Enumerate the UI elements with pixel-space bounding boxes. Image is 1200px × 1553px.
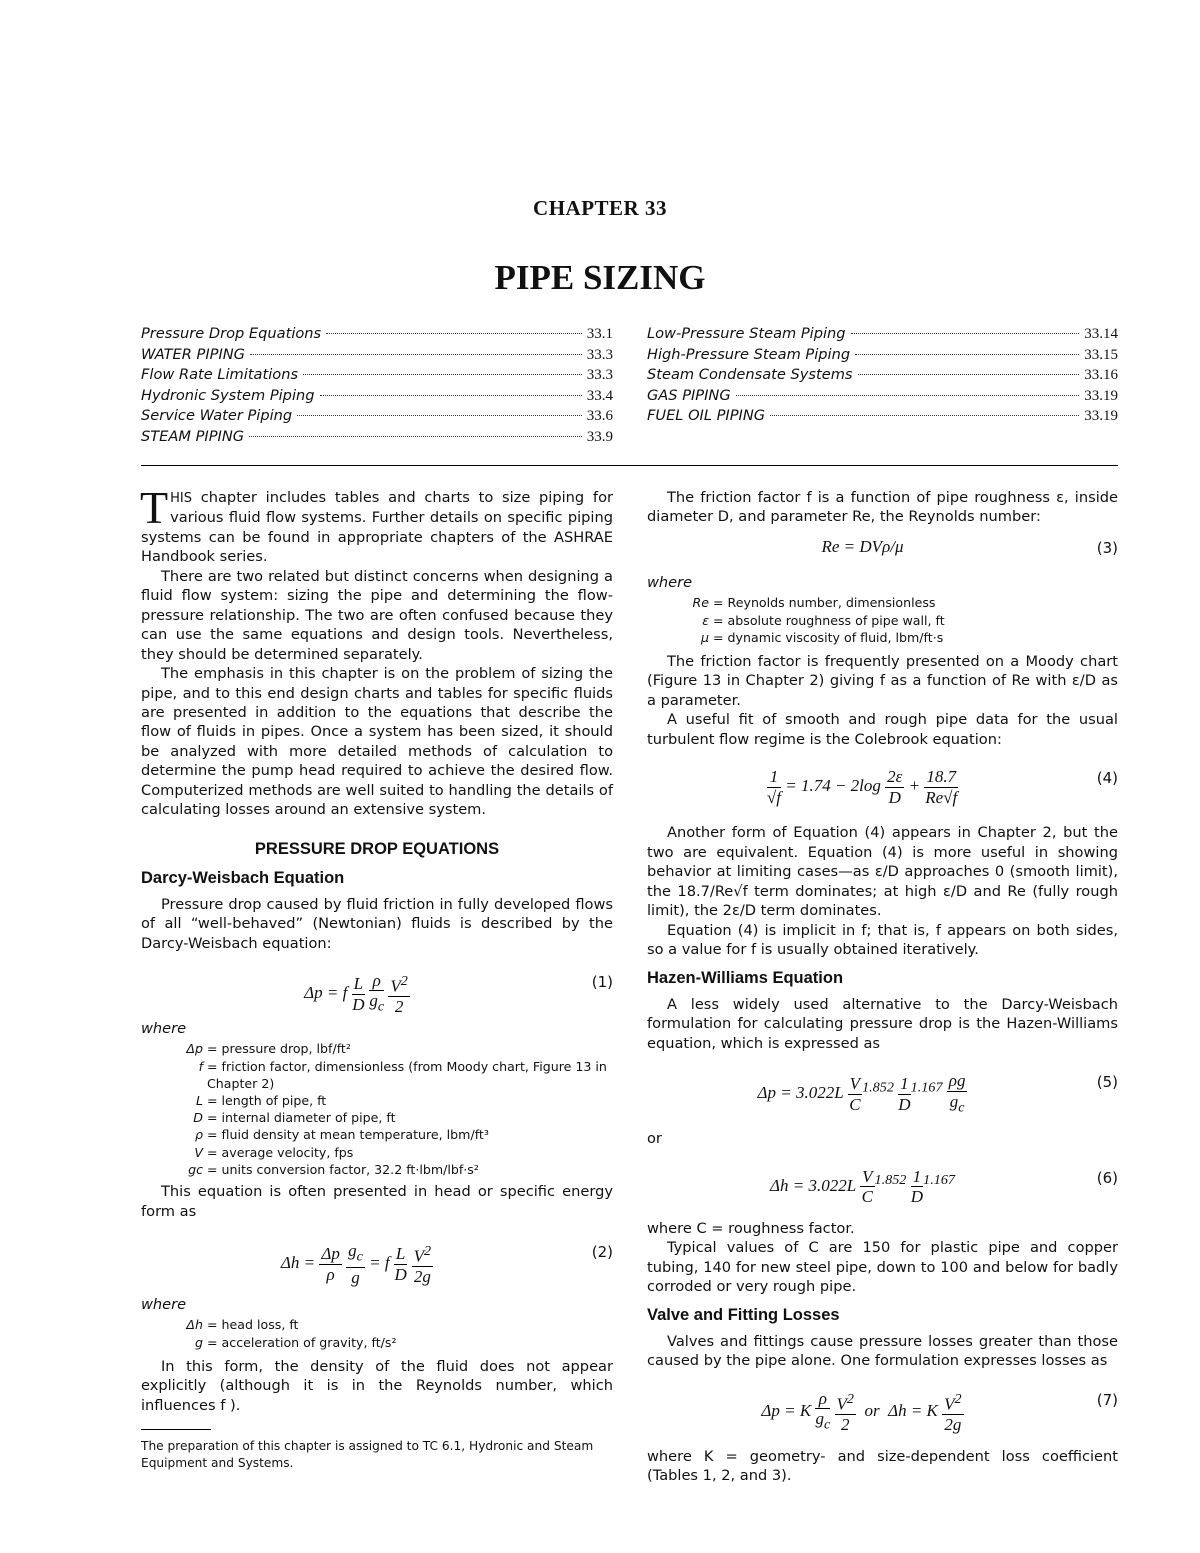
left-column: THIS chapter includes tables and charts to size piping for various fluid flow systems. Further details on specific piping systems can be found in appropriate chapters of the ASHRAE Handbook series. There are two related but distinct concerns when designing a fluid flow system: sizing the pipe and determining the flow-pressure relationship. The two are often confused because they can use the same equations and design tools. Nevertheless, they should be determined separately. The emphasis in this chapter is on the problem of sizing the pipe, and to this end design charts and tables for specific fluids are presented in addition to the equations that describe the flow of fluids in pipes. Once a system has been sized, it should be analyzed with more detailed methods of calculation to determine the pump head required to achieve the desired flow. Computerized methods are well suited to handling the details of calculating losses around an extensive system. PRESSURE DROP EQUATIONS Darcy-Weisbach Equation Pressure drop caused by fluid friction in fully developed flows of all “well-behaved” (Newtonian) fluids is described by the Darcy-Weisbach equation: Δp = f $\frac{L}{D}$ $\frac{\rho}{g_c}$ $\frac{V^2}{2}$ (1) where Δp = pressure drop, lbf/ft² f = friction factor, dimensionless (from Moody chart, Figure 13 in Chapter 2) L = length of pipe, ft D = internal diameter of pipe, ft ρ = fluid density at mean temperature, lbm/ft³ V = average velocity, fps gc = units conversion factor, 32.2 ft·lbm/lbf·s² This equation is often presented in head or specific energy form as Δh = $\frac{\Delta p}{\rho}$ $\frac{g_c}{g}$ = f $\frac{L}{D}$ $\frac{V^2}{2g}$ (2) where Δh = head loss, ft g = acceleration of gravity, ft/s² In this form, the density of the fluid does not appear explicitly (although it is in the Reynolds number, which influences f ). The preparation of this chapter is assigned to TC 6.1, Hydronic and Steam Equipment and Systems. bbox=[140, 482, 613, 1471]
toc-entry-label: Hydronic System Piping bbox=[141, 386, 315, 404]
definition-row bbox=[141, 1109, 613, 1126]
toc-right bbox=[647, 324, 1118, 427]
definition-symbol: ε bbox=[702, 612, 709, 628]
paragraph: The emphasis in this chapter is on the problem of sizing the pipe, and to this end design charts and tables for specific fluids are presented in addition to the equations that describe the flow of fluids in pipes. Once a system has been sized, it should be analyzed with more detailed methods of calculation to determine the pump head required to achieve the desired flow. Computerized methods are well suited to handling the details of calculating losses around an extensive system. bbox=[141, 665, 613, 819]
toc-entry-page: 33.19 bbox=[1084, 408, 1118, 424]
equation-7: Δp = K $\frac{\rho}{g_c}$ $\frac{V^2}{2}$ or Δh = K $\frac{V^2}{2g}$ (7) bbox=[761, 1388, 1118, 1434]
toc-entry-label: STEAM PIPING bbox=[141, 427, 245, 445]
equation-5: Δp = 3.022L $\frac{V}{C}$ $^{1.852}$ $\frac{1}{D}$ $^{1.167}$ $\frac{\rho g}{g_c}$ (5) bbox=[757, 1071, 1118, 1116]
toc-leader-dots bbox=[297, 415, 582, 416]
variable-definitions bbox=[141, 1040, 613, 1178]
definition-text: = head loss, ft bbox=[207, 1317, 299, 1333]
paragraph: Typical values of C are 150 for plastic pipe and copper tubing, 140 for new steel pipe, down to 100 and below for badly corroded or very rough pipe. bbox=[647, 1239, 1118, 1296]
footnote-rule bbox=[141, 1429, 211, 1430]
chapter-title: PIPE SIZING bbox=[494, 258, 706, 297]
toc-entry[interactable] bbox=[647, 406, 1118, 427]
toc-entry[interactable] bbox=[647, 386, 1118, 407]
toc-leader-dots bbox=[249, 436, 582, 437]
footnote: The preparation of this chapter is assigned to TC 6.1, Hydronic and Steam Equipment and Systems. bbox=[141, 1439, 594, 1471]
toc-entry[interactable] bbox=[141, 324, 613, 345]
toc-leader-dots bbox=[858, 374, 1080, 375]
definition-row bbox=[647, 594, 1118, 611]
definition-symbol: gc bbox=[188, 1161, 203, 1177]
toc-entry-label: Steam Condensate Systems bbox=[647, 366, 853, 383]
toc-leader-dots bbox=[320, 395, 582, 396]
drop-cap: T bbox=[140, 482, 169, 533]
paragraph: This equation is often presented in head or specific energy form as bbox=[141, 1183, 613, 1220]
definition-symbol: L bbox=[195, 1093, 203, 1109]
toc-entry[interactable] bbox=[647, 365, 1118, 386]
variable-definitions bbox=[647, 594, 1118, 646]
definition-symbol: Δp bbox=[186, 1041, 203, 1057]
toc-entry-page: 33.3 bbox=[586, 346, 613, 363]
toc-entry-label: Service Water Piping bbox=[141, 407, 293, 424]
definition-row bbox=[647, 629, 1118, 646]
toc-leader-dots bbox=[736, 395, 1080, 396]
toc-entry-label: Flow Rate Limitations bbox=[141, 366, 299, 383]
toc-entry-page: 33.14 bbox=[1084, 326, 1118, 342]
toc-entry[interactable] bbox=[647, 324, 1118, 345]
definition-text: = dynamic viscosity of fluid, lbm/ft·s bbox=[713, 629, 944, 645]
definition-text: = Reynolds number, dimensionless bbox=[713, 595, 936, 611]
definition-row bbox=[141, 1092, 613, 1109]
toc-entry[interactable] bbox=[141, 345, 613, 366]
equation-4: $\frac{1}{√f}$ = 1.74 − 2log $\frac{2\varepsilon}{D}$ + $\frac{18.7}{Re√f}$ (4) bbox=[766, 767, 1118, 807]
subsection-heading: Hazen-Williams Equation bbox=[647, 969, 844, 988]
toc-entry-label: High-Pressure Steam Piping bbox=[647, 345, 851, 363]
toc-entry[interactable] bbox=[141, 427, 613, 448]
toc-leader-dots bbox=[303, 374, 582, 375]
toc-leader-dots bbox=[250, 354, 582, 355]
paragraph: The friction factor f is a function of pipe roughness ε, inside diameter D, and parameter Re, the Reynolds number: bbox=[647, 489, 1118, 526]
equation-1: Δp = f $\frac{L}{D}$ $\frac{\rho}{g_c}$ $\frac{V^2}{2}$ (1) bbox=[304, 970, 613, 1016]
definition-text: = average velocity, fps bbox=[207, 1144, 354, 1160]
or-text: or bbox=[647, 1130, 662, 1148]
toc-leader-dots bbox=[855, 354, 1079, 355]
paragraph: where K = geometry- and size-dependent loss coefficient (Tables 1, 2, and 3). bbox=[647, 1447, 1118, 1485]
divider-rule bbox=[141, 465, 1118, 466]
toc-entry-page: 33.16 bbox=[1084, 367, 1118, 383]
paragraph: Another form of Equation (4) appears in Chapter 2, but the two are equivalent. Equation (4) is more useful in showing behavior at limiting cases—as ε/D approaches 0 (smooth limit), the 18.7/Re√f term dominates; at high ε/D and Re (fully rough limit), the 2ε/D term dominates. bbox=[647, 824, 1118, 920]
definition-row bbox=[141, 1040, 613, 1057]
definition-text: = internal diameter of pipe, ft bbox=[207, 1110, 396, 1126]
definition-symbol: g bbox=[195, 1334, 203, 1350]
toc-entry[interactable] bbox=[141, 365, 613, 386]
toc-entry-page: 33.9 bbox=[586, 428, 613, 445]
paragraph: There are two related but distinct concerns when designing a fluid flow system: sizing the pipe and determining the flow-pressure relationship. The two are often confused because they can use the same equations and design tools. Nevertheless, they should be determined separately. bbox=[141, 567, 613, 663]
definition-row bbox=[141, 1144, 613, 1161]
toc-entry[interactable] bbox=[141, 406, 613, 427]
definition-row bbox=[141, 1058, 613, 1092]
definition-symbol: μ bbox=[700, 629, 709, 645]
equation-6: Δh = 3.022L $\frac{V}{C}$ $^{1.852}$ $\frac{1}{D}$ $^{1.167}$ (6) bbox=[770, 1166, 1118, 1207]
definition-row bbox=[141, 1334, 613, 1351]
toc-entry-page: 33.15 bbox=[1084, 346, 1118, 363]
toc-entry-page: 33.19 bbox=[1084, 387, 1118, 404]
toc-entry-page: 33.3 bbox=[586, 367, 613, 383]
toc-entry[interactable] bbox=[647, 345, 1118, 366]
paragraph: A less widely used alternative to the Darcy-Weisbach formulation for calculating pressure drop is the Hazen-Williams equation, which is expressed as bbox=[647, 995, 1118, 1052]
toc-entry-label: WATER PIPING bbox=[141, 345, 245, 363]
definition-text: = pressure drop, lbf/ft² bbox=[207, 1041, 351, 1057]
definition-row bbox=[141, 1316, 613, 1333]
definition-text: = units conversion factor, 32.2 ft·lbm/lbf·s² bbox=[207, 1161, 479, 1177]
right-column: The friction factor f is a function of pipe roughness ε, inside diameter D, and parameter Re, the Reynolds number: Re = DVρ/μ (3) where Re = Reynolds number, dimensionless ε = absolute roughness of pipe wall, ft μ = dynamic viscosity of fluid, lbm/ft·s The friction factor is frequently presented on a Moody chart (Figure 13 in Chapter 2) giving f as a function of Re with ε/D as a parameter. A useful fit of smooth and rough pipe data for the usual turbulent flow regime is the Colebrook equation: $\frac{1}{√f}$ = 1.74 − 2log $\frac{2\varepsilon}{D}$ + $\frac{18.7}{Re√f}$ (4) Another form of Equation (4) appears in Chapter 2, but the two are equivalent. Equation (4) is more useful in showing behavior at limiting cases—as ε/D approaches 0 (smooth limit), the 18.7/Re√f term dominates; at high ε/D and Re (fully rough limit), the 2ε/D term dominates. Equation (4) is implicit in f; that is, f appears on both sides, so a value for f is usually obtained iteratively. Hazen-Williams Equation A less widely used alternative to the Darcy-Weisbach formulation for calculating pressure drop is the Hazen-Williams equation, which is expressed as Δp = 3.022L $\frac{V}{C}$ $^{1.852}$ $\frac{1}{D}$ $^{1.167}$ $\frac{\rho g}{g_c}$ (5) or Δh = 3.022L $\frac{V}{C}$ $^{1.852}$ $\frac{1}{D}$ $^{1.167}$ (6) where C = roughness factor. Typical values of C are 150 for plastic pipe and copper tubing, 140 for new steel pipe, down to 100 and below for badly corroded or very rough pipe. Valve and Fitting Losses Valves and fittings cause pressure losses greater than those caused by the pipe alone. One formulation expresses losses as Δp = K $\frac{\rho}{g_c}$ $\frac{V^2}{2}$ or Δh = K $\frac{V^2}{2g}$ (7) where K = geometry- and size-dependent loss coefficient (Tables 1, 2, and 3). bbox=[647, 489, 1118, 1485]
equation-3: Re = DVρ/μ (3) bbox=[821, 536, 1118, 557]
definition-symbol: ρ bbox=[195, 1127, 203, 1143]
chapter-number: CHAPTER 33 bbox=[533, 196, 667, 220]
toc-entry-page: 33.1 bbox=[586, 326, 613, 342]
toc-left bbox=[141, 324, 613, 447]
definition-text: = length of pipe, ft bbox=[207, 1093, 327, 1109]
paragraph: Equation (4) is implicit in f; that is, f appears on both sides, so a value for f is usually obtained iteratively. bbox=[647, 921, 1118, 958]
equation-2: Δh = $\frac{\Delta p}{\rho}$ $\frac{g_c}{g}$ = f $\frac{L}{D}$ $\frac{V^2}{2g}$ (2) bbox=[280, 1240, 613, 1287]
definition-text: = friction factor, dimensionless (from Moody chart, Figure 13 in Chapter 2) bbox=[207, 1058, 607, 1091]
toc-entry-page: 33.4 bbox=[586, 387, 613, 404]
definition-row bbox=[647, 612, 1118, 629]
paragraph: where C = roughness factor. bbox=[647, 1219, 855, 1237]
definition-row bbox=[141, 1161, 613, 1178]
paragraph: A useful fit of smooth and rough pipe data for the usual turbulent flow regime is the Colebrook equation: bbox=[647, 711, 1118, 748]
definition-text: = acceleration of gravity, ft/s² bbox=[207, 1334, 397, 1350]
toc-entry-label: Pressure Drop Equations bbox=[141, 325, 322, 342]
paragraph: The friction factor is frequently presented on a Moody chart (Figure 13 in Chapter 2) giving f as a function of Re with ε/D as a parameter. bbox=[647, 652, 1118, 709]
definition-symbol: D bbox=[193, 1110, 203, 1126]
toc-entry-label: GAS PIPING bbox=[647, 386, 731, 404]
definition-symbol: f bbox=[198, 1058, 203, 1074]
definition-row bbox=[141, 1126, 613, 1143]
definition-symbol: Re bbox=[692, 595, 709, 611]
toc-leader-dots bbox=[851, 333, 1080, 334]
definition-symbol: Δh bbox=[186, 1317, 203, 1333]
definition-symbol: V bbox=[194, 1144, 203, 1160]
toc-entry-label: FUEL OIL PIPING bbox=[647, 407, 766, 424]
paragraph: Pressure drop caused by fluid friction in fully developed flows of all “well-behaved” (Newtonian) fluids is described by the Darcy-Weisbach equation: bbox=[141, 895, 613, 952]
subsection-heading: Darcy-Weisbach Equation bbox=[141, 869, 345, 888]
intro-paragraph: THIS chapter includes tables and charts to size piping for various fluid flow systems. Further details on specific piping systems can be found in appropriate chapters of the ASHRAE Handbook series. bbox=[140, 482, 613, 566]
paragraph: Valves and fittings cause pressure losses greater than those caused by the pipe alone. One formulation expresses losses as bbox=[647, 1332, 1118, 1370]
toc-entry-label: Low-Pressure Steam Piping bbox=[647, 325, 846, 342]
variable-definitions bbox=[141, 1316, 613, 1350]
toc-entry-page: 33.6 bbox=[586, 408, 613, 424]
toc-leader-dots bbox=[326, 333, 582, 334]
definition-text: = fluid density at mean temperature, lbm/ft³ bbox=[207, 1127, 489, 1143]
paragraph: In this form, the density of the fluid does not appear explicitly (although it is in the Reynolds number, which influences f ). bbox=[141, 1357, 613, 1414]
subsection-heading: Valve and Fitting Losses bbox=[647, 1306, 840, 1325]
toc-leader-dots bbox=[770, 415, 1079, 416]
definition-text: = absolute roughness of pipe wall, ft bbox=[713, 612, 945, 628]
section-heading: PRESSURE DROP EQUATIONS bbox=[254, 839, 500, 858]
toc-entry[interactable] bbox=[141, 386, 613, 407]
